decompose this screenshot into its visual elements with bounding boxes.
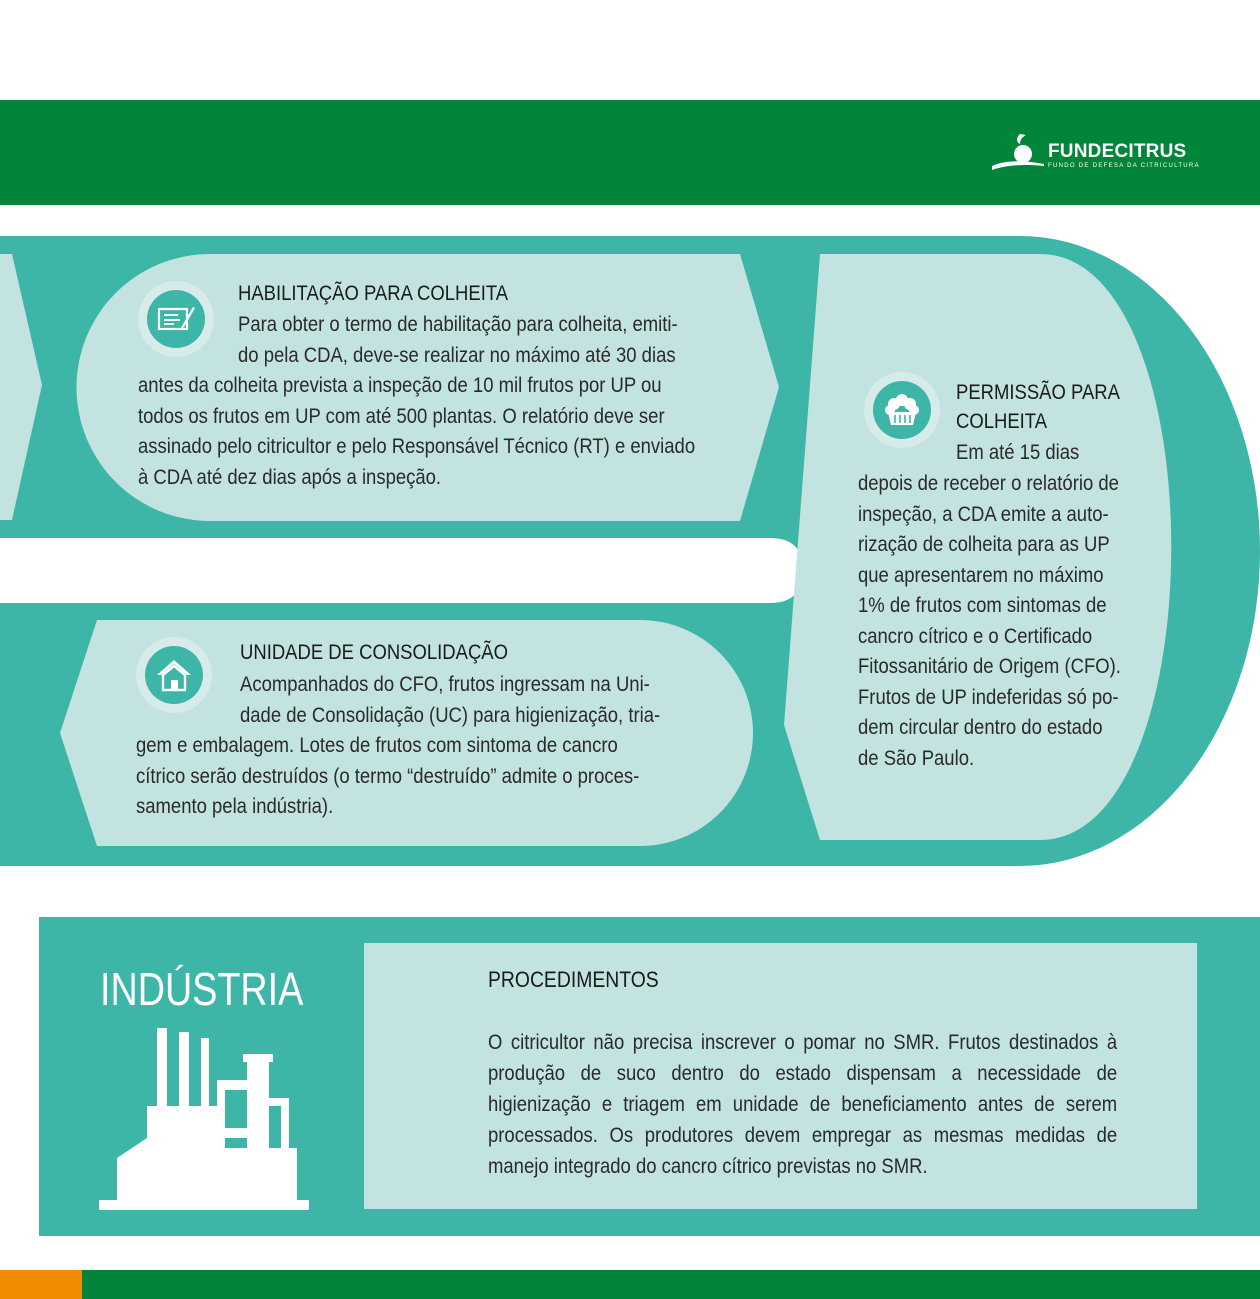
consolidacao-line: cítrico serão destruídos (o termo “destruído” admite o proces-: [136, 764, 640, 788]
logo-name: FUNDECITRUS: [1048, 141, 1187, 162]
habilitacao-text: [238, 310, 718, 371]
permissao-text-first: [956, 438, 1079, 469]
flow-gap: [0, 538, 803, 603]
house-icon: [154, 657, 194, 693]
permissao-line: que apresentarem no máximo: [858, 563, 1104, 587]
permissao-line: inspeção, a CDA emite a auto-: [858, 502, 1109, 526]
consolidacao-icon-badge: [136, 637, 212, 713]
factory-icon: [97, 1028, 311, 1210]
logo-subtitle: FUNDO DE DEFESA DA CITRICULTURA: [1048, 163, 1200, 169]
permissao-icon-badge: [864, 372, 940, 448]
consolidacao-text-cont: [136, 731, 639, 823]
permissao-line: dem circular dentro do estado: [858, 716, 1103, 739]
consolidacao-text: [240, 670, 660, 731]
consolidacao-line: samento pela indústria).: [136, 795, 334, 818]
permissao-line: rização de colheita para as UP: [858, 533, 1110, 556]
permissao-title: [956, 378, 1120, 436]
permissao-title-line: COLHEITA: [956, 410, 1048, 433]
permissao-line: cancro cítrico e o Certificado: [858, 624, 1093, 648]
habilitacao-title: HABILITAÇÃO PARA COLHEITA: [238, 282, 509, 305]
habilitacao-line: antes da colheita prevista a inspeção de 10 mil frutos por UP ou: [138, 374, 662, 397]
habilitacao-icon-badge: [138, 281, 214, 357]
habilitacao-line: assinado pelo citricultor e pelo Responsável Técnico (RT) e enviado: [138, 435, 696, 458]
permissao-line: 1% de frutos com sintomas de: [858, 594, 1107, 617]
consolidacao-line: dade de Consolidação (UC) para higienização, tria-: [240, 703, 661, 727]
habilitacao-line: à CDA até dez dias após a inspeção.: [138, 465, 442, 489]
permissao-title-line: PERMISSÃO PARA: [956, 381, 1120, 404]
permissao-text: [858, 469, 1121, 774]
footer-green-bar: [82, 1270, 1260, 1299]
footer-orange-bar: [0, 1270, 82, 1299]
industry-title: INDÚSTRIA: [100, 963, 304, 1015]
certificate-icon: [156, 302, 196, 336]
consolidacao-line: Acompanhados do CFO, frutos ingressam na Uni-: [240, 673, 650, 696]
habilitacao-line: Para obter o termo de habilitação para colheita, emiti-: [238, 313, 678, 336]
habilitacao-text-cont: [138, 371, 719, 493]
fruit-basket-icon: [882, 392, 922, 428]
permissao-line: de São Paulo.: [858, 746, 975, 770]
procedures-title: PROCEDIMENTOS: [488, 967, 659, 992]
habilitacao-line: todos os frutos em UP com até 500 plantas. O relatório deve ser: [138, 404, 665, 428]
permissao-line: depois de receber o relatório de: [858, 472, 1119, 495]
permissao-line: Em até 15 dias: [956, 441, 1080, 464]
consolidacao-line: gem e embalagem. Lotes de frutos com sintoma de cancro: [136, 734, 618, 757]
permissao-line: Frutos de UP indeferidas só po-: [858, 685, 1119, 709]
permissao-line: Fitossanitário de Origem (CFO).: [858, 655, 1121, 678]
consolidacao-title: UNIDADE DE CONSOLIDAÇÃO: [240, 641, 509, 664]
procedures-text: O citricultor não precisa inscrever o pomar no SMR. Frutos destinados à produção de suco dentro do estado dispensam a necessidade de higienização e triagem em unidade de beneficiamento antes de serem processados. Os produtores devem empregar as mesmas medidas de manejo integrado do cancro cítrico previstas no SMR.: [488, 1031, 1118, 1178]
habilitacao-line: do pela CDA, deve-se realizar no máximo até 30 dias: [238, 343, 676, 367]
